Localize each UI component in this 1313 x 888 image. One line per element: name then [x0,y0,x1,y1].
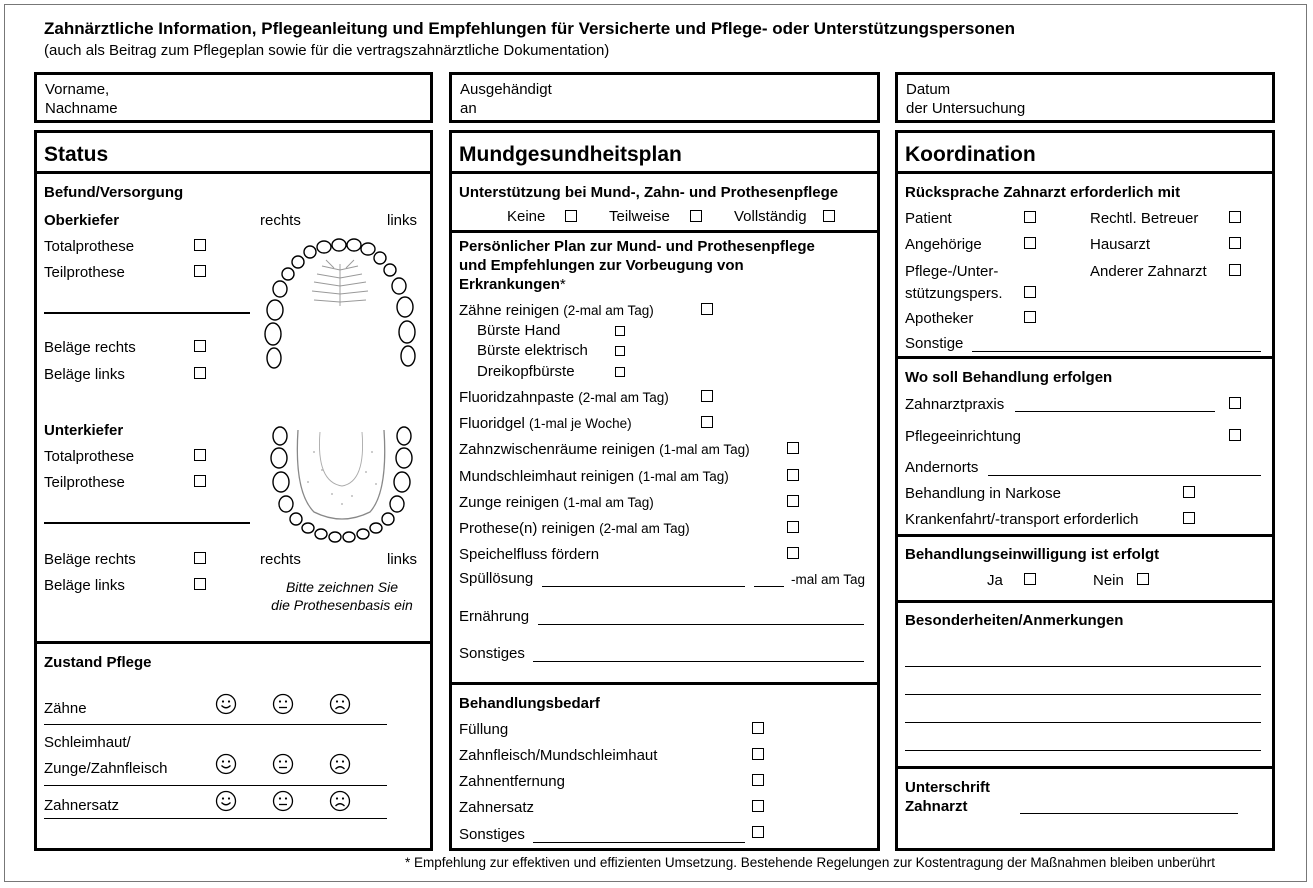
divider [895,766,1275,769]
vollstaendig-checkbox[interactable] [823,210,835,222]
hausarzt-checkbox[interactable] [1229,237,1241,249]
ruecksprache-heading: Rücksprache Zahnarzt erforderlich mit [905,184,1181,201]
divider [895,534,1275,537]
zaehne-reinigen-freq: (2-mal am Tag) [563,303,654,318]
uk-teil-checkbox[interactable] [194,475,206,487]
zahnarztpraxis-input[interactable] [1015,411,1215,412]
sad-face-icon[interactable] [329,790,351,812]
ok-belaege-rechts-checkbox[interactable] [194,340,206,352]
apotheker-checkbox[interactable] [1024,311,1036,323]
form-title: Zahnärztliche Information, Pflegeanleitung und Empfehlungen für Versicherte und Pflege- oder Unterstützungspersonen [44,19,1015,38]
zwischenraeume-freq: (1-mal am Tag) [659,442,750,457]
draw-hint-1: Bitte zeichnen Sie [285,579,399,595]
uk-belaege-links-checkbox[interactable] [194,578,206,590]
zahnentfernung-checkbox[interactable] [752,774,764,786]
speichel-label: Speichelfluss fördern [459,546,600,563]
exam-date-field[interactable] [895,72,1275,123]
buerste-elektrisch-label: Bürste elektrisch [477,342,588,359]
oberkiefer-label: Oberkiefer [44,212,120,229]
speichel-checkbox[interactable] [787,547,799,559]
personal-plan-heading-3: Erkrankungen [459,276,560,293]
footnote: * Empfehlung zur effektiven und effizienten Umsetzung. Bestehende Regelungen zur Kostentragung der Maßnahmen bleiben unberührt [405,855,1216,870]
spuelloesung-freq-input[interactable] [754,586,784,587]
wo-heading: Wo soll Behandlung erfolgen [905,369,1113,386]
sonstiges-bedarf-checkbox[interactable] [752,826,764,838]
divider [895,356,1275,359]
divider [449,682,880,685]
ok-belaege-links-checkbox[interactable] [194,367,206,379]
pflege-label-2: stützungspers. [905,285,1003,302]
betreuer-label: Rechtl. Betreuer [1090,210,1199,227]
patient-checkbox[interactable] [1024,211,1036,223]
pflegeeinrichtung-label: Pflegeeinrichtung [905,428,1021,445]
anderer-zahnarzt-checkbox[interactable] [1229,264,1241,276]
ok-total-checkbox[interactable] [194,239,206,251]
personal-plan-heading-1: Persönlicher Plan zur Mund- und Prothesenpflege [459,238,815,255]
anderer-zahnarzt-label: Anderer Zahnarzt [1090,263,1207,280]
divider [449,171,880,174]
neutral-face-icon[interactable] [272,693,294,715]
sonstiges-bedarf-label: Sonstiges [459,826,525,843]
uk-belaege-links-label: Beläge links [44,577,125,594]
handed-label-1: Ausgehändigt [460,81,552,98]
fluoridpaste-label: Fluoridzahnpaste [459,389,575,406]
name-field[interactable] [34,72,433,123]
vollstaendig-label: Vollständig [734,208,807,225]
sad-face-icon[interactable] [329,693,351,715]
uk-write-line[interactable] [44,522,250,524]
unterschrift-label-1: Unterschrift [905,779,991,796]
spuelloesung-input[interactable] [542,586,745,587]
ok-belaege-rechts-label: Beläge rechts [44,339,136,356]
buerste-hand-label: Bürste Hand [477,322,561,339]
divider [449,230,880,233]
zahnfleisch-label: Zahnfleisch/Mundschleimhaut [459,747,658,764]
dreikopf-label: Dreikopfbürste [477,363,575,380]
links-label-lower: links [387,551,418,568]
uk-belaege-rechts-label: Beläge rechts [44,551,136,568]
schleim-label-1: Schleimhaut/ [44,734,131,751]
zunge-freq: (1-mal am Tag) [563,495,654,510]
uk-total-checkbox[interactable] [194,449,206,461]
happy-face-icon[interactable] [215,693,237,715]
name-label-2: Nachname [45,100,118,117]
betreuer-checkbox[interactable] [1229,211,1241,223]
neutral-face-icon[interactable] [272,790,294,812]
zaehne-label: Zähne [44,700,87,717]
mundschleimhaut-checkbox[interactable] [787,469,799,481]
zwischenraeume-label: Zahnzwischenräume reinigen [459,441,655,458]
upper-jaw-diagram[interactable] [262,236,422,370]
pflege-label-1: Pflege-/Unter- [905,263,999,280]
fluoridgel-label: Fluoridgel [459,415,525,432]
uk-belaege-rechts-checkbox[interactable] [194,552,206,564]
uk-teil-label: Teilprothese [44,474,125,491]
footnote-star: * [559,276,566,293]
sonstiges-label: Sonstiges [459,645,525,662]
schleim-label-2: Zunge/Zahnfleisch [44,760,168,777]
teilweise-checkbox[interactable] [690,210,702,222]
keine-label: Keine [507,208,546,225]
sonstige-input[interactable] [972,351,1261,352]
zahnersatz-label: Zahnersatz [44,797,120,814]
befund-heading: Befund/Versorgung [44,184,184,201]
divider [34,171,433,174]
buerste-elektrisch-checkbox[interactable] [615,346,625,356]
ja-checkbox[interactable] [1024,573,1036,585]
nein-checkbox[interactable] [1137,573,1149,585]
name-label-1: Vorname, [45,81,110,98]
narkose-label: Behandlung in Narkose [905,485,1061,502]
andernorts-input[interactable] [988,475,1261,476]
zahnarztpraxis-label: Zahnarztpraxis [905,396,1005,413]
ok-belaege-links-label: Beläge links [44,366,125,383]
angehoerige-label: Angehörige [905,236,982,253]
patient-label: Patient [905,210,952,227]
fluoridpaste-checkbox[interactable] [701,390,713,402]
zahnfleisch-checkbox[interactable] [752,748,764,760]
date-label-2: der Untersuchung [906,100,1026,117]
row-line [44,818,387,819]
happy-face-icon[interactable] [215,753,237,775]
neutral-face-icon[interactable] [272,753,294,775]
ernaehrung-label: Ernährung [459,608,530,625]
besonderheiten-line-3[interactable] [905,722,1261,723]
besonderheiten-line-4[interactable] [905,750,1261,751]
buerste-hand-checkbox[interactable] [615,326,625,336]
transport-label: Krankenfahrt/-transport erforderlich [905,511,1139,528]
fluoridpaste-freq: (2-mal am Tag) [578,390,669,405]
ok-total-label: Totalprothese [44,238,135,255]
prothese-freq: (2-mal am Tag) [599,521,690,536]
pflege-checkbox[interactable] [1024,286,1036,298]
fluoridgel-freq: (1-mal je Woche) [529,416,632,431]
transport-checkbox[interactable] [1183,512,1195,524]
ok-teil-checkbox[interactable] [194,265,206,277]
spuelloesung-freq-label: -mal am Tag [791,572,866,587]
apotheker-label: Apotheker [905,310,974,327]
sonstiges-input[interactable] [533,661,864,662]
zunge-checkbox[interactable] [787,495,799,507]
mundschleimhaut-label: Mundschleimhaut reinigen [459,468,635,485]
prothese-checkbox[interactable] [787,521,799,533]
fuellung-checkbox[interactable] [752,722,764,734]
rechts-label: rechts [260,212,301,229]
spuelloesung-label: Spüllösung [459,570,534,587]
andernorts-label: Andernorts [905,459,979,476]
zwischenraeume-checkbox[interactable] [787,442,799,454]
plan-heading: Mundgesundheitsplan [459,143,682,166]
angehoerige-checkbox[interactable] [1024,237,1036,249]
zahnarztpraxis-checkbox[interactable] [1229,397,1241,409]
row-line [44,785,387,786]
zaehne-reinigen-label: Zähne reinigen [459,302,560,319]
besonderheiten-heading: Besonderheiten/Anmerkungen [905,612,1124,629]
fuellung-label: Füllung [459,721,509,738]
fluoridgel-checkbox[interactable] [701,416,713,428]
form-subtitle: (auch als Beitrag zum Pflegeplan sowie für die vertragszahnärztliche Dokumentation) [44,42,610,59]
date-label-1: Datum [906,81,951,98]
narkose-checkbox[interactable] [1183,486,1195,498]
einwilligung-heading: Behandlungseinwilligung ist erfolgt [905,546,1160,563]
teilweise-label: Teilweise [609,208,670,225]
row-line [44,724,387,725]
support-heading: Unterstützung bei Mund-, Zahn- und Prothesenpflege [459,184,839,201]
divider [895,600,1275,603]
dreikopf-checkbox[interactable] [615,367,625,377]
zahnentfernung-label: Zahnentfernung [459,773,565,790]
personal-plan-heading-2: und Empfehlungen zur Vorbeugung von [459,257,744,274]
status-heading: Status [44,143,109,166]
ok-write-line[interactable] [44,312,250,314]
sad-face-icon[interactable] [329,753,351,775]
zahnersatz-bedarf-checkbox[interactable] [752,800,764,812]
divider [895,171,1275,174]
ernaehrung-input[interactable] [538,624,864,625]
handed-label-2: an [460,100,477,117]
happy-face-icon[interactable] [215,790,237,812]
rechts-label-lower: rechts [260,551,301,568]
zahnersatz-bedarf-label: Zahnersatz [459,799,535,816]
nein-label: Nein [1093,572,1124,589]
zustand-heading: Zustand Pflege [44,654,152,671]
besonderheiten-line-1[interactable] [905,666,1261,667]
draw-hint-2: die Prothesenbasis ein [271,597,413,613]
besonderheiten-line-2[interactable] [905,694,1261,695]
lower-jaw-diagram[interactable] [262,422,422,544]
koordination-heading: Koordination [905,143,1036,166]
unterschrift-label-2: Zahnarzt [905,798,968,815]
unterkiefer-label: Unterkiefer [44,422,124,439]
links-label: links [387,212,418,229]
uk-total-label: Totalprothese [44,448,135,465]
pflegeeinrichtung-checkbox[interactable] [1229,429,1241,441]
hausarzt-label: Hausarzt [1090,236,1151,253]
divider [34,641,433,644]
ok-teil-label: Teilprothese [44,264,125,281]
ja-label: Ja [987,572,1003,589]
sonstige-label: Sonstige [905,335,964,352]
bedarf-heading: Behandlungsbedarf [459,695,600,712]
signature-line[interactable] [1020,813,1238,814]
zaehne-reinigen-checkbox[interactable] [701,303,713,315]
keine-checkbox[interactable] [565,210,577,222]
prothese-label: Prothese(n) reinigen [459,520,595,537]
mundschleimhaut-freq: (1-mal am Tag) [638,469,729,484]
handed-to-field[interactable] [449,72,880,123]
zunge-label: Zunge reinigen [459,494,560,511]
sonstiges-bedarf-input[interactable] [533,842,745,843]
